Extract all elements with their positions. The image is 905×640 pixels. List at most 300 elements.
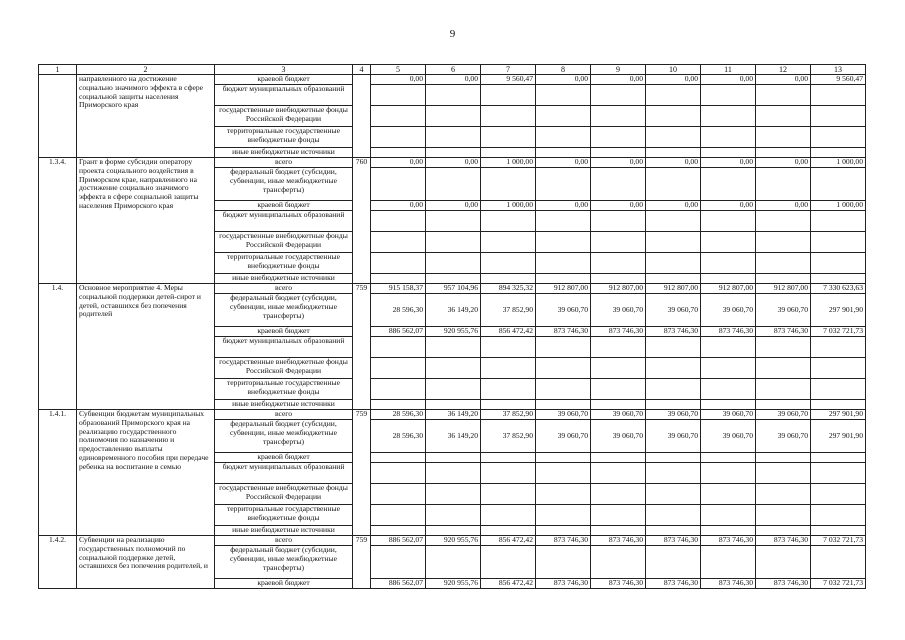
amount-cell: [481, 274, 536, 284]
funding-source: краевой бюджет: [215, 453, 353, 463]
amount-cell: [481, 526, 536, 536]
funding-source: государственные внебюджетные фонды Российской Федерации: [215, 106, 353, 127]
funding-source: государственные внебюджетные фонды Российской Федерации: [215, 232, 353, 253]
amount-cell: [536, 546, 591, 579]
amount-cell: 39 060,70: [646, 294, 701, 327]
amount-cell: 39 060,70: [756, 294, 811, 327]
amount-cell: [811, 232, 866, 253]
amount-cell: [591, 232, 646, 253]
amount-cell: 912 807,00: [646, 284, 701, 294]
budget-table: [38, 64, 866, 589]
amount-cell: 0,00: [756, 201, 811, 211]
amount-cell: [426, 85, 481, 106]
funding-source: федеральный бюджет (субсидии, субвенции, иные межбюджетные трансферты): [215, 168, 353, 201]
ministry-code: [353, 75, 371, 158]
column-number: 2: [77, 65, 215, 75]
amount-cell: [481, 168, 536, 201]
ministry-code: 759: [353, 410, 371, 536]
amount-cell: [646, 106, 701, 127]
amount-cell: 873 746,30: [646, 579, 701, 589]
amount-cell: [536, 505, 591, 526]
amount-cell: [591, 453, 646, 463]
amount-cell: [701, 463, 756, 484]
amount-cell: [811, 526, 866, 536]
column-number: 8: [536, 65, 591, 75]
amount-cell: [536, 211, 591, 232]
funding-source: федеральный бюджет (субсидии, субвенции, иные межбюджетные трансферты): [215, 420, 353, 453]
amount-cell: [756, 168, 811, 201]
amount-cell: [371, 148, 426, 158]
funding-source: краевой бюджет: [215, 201, 353, 211]
amount-cell: [481, 127, 536, 148]
amount-cell: [481, 232, 536, 253]
amount-cell: [646, 274, 701, 284]
amount-cell: [811, 127, 866, 148]
column-number: 9: [591, 65, 646, 75]
funding-source: бюджет муниципальных образований: [215, 463, 353, 484]
amount-cell: [701, 127, 756, 148]
amount-cell: [591, 379, 646, 400]
amount-cell: [756, 253, 811, 274]
amount-cell: [811, 106, 866, 127]
amount-cell: 920 955,76: [426, 536, 481, 546]
amount-cell: 297 901,90: [811, 294, 866, 327]
amount-cell: [536, 106, 591, 127]
amount-cell: 873 746,30: [756, 327, 811, 337]
amount-cell: [481, 337, 536, 358]
amount-cell: [591, 168, 646, 201]
amount-cell: [811, 484, 866, 505]
funding-source: всего: [215, 284, 353, 294]
amount-cell: [536, 463, 591, 484]
amount-cell: [756, 526, 811, 536]
amount-cell: [646, 505, 701, 526]
amount-cell: [811, 379, 866, 400]
amount-cell: [536, 337, 591, 358]
amount-cell: [701, 168, 756, 201]
table-row: [39, 284, 866, 294]
amount-cell: 1 000,00: [811, 201, 866, 211]
funding-source: иные внебюджетные источники: [215, 526, 353, 536]
amount-cell: [481, 253, 536, 274]
amount-cell: [701, 526, 756, 536]
amount-cell: [426, 463, 481, 484]
amount-cell: [591, 211, 646, 232]
amount-cell: [591, 148, 646, 158]
item-name: Субвенции бюджетам муниципальных образований Приморского края на реализацию государственного полномочия по назначению и предоставлению выплаты единовременного пособия при передаче ребенка на воспитание в семью: [77, 410, 215, 536]
amount-cell: [371, 211, 426, 232]
amount-cell: 39 060,70: [536, 420, 591, 453]
amount-cell: 9 560,47: [811, 75, 866, 85]
amount-cell: 39 060,70: [536, 294, 591, 327]
amount-cell: [646, 253, 701, 274]
column-number-row: [39, 65, 866, 75]
amount-cell: [756, 106, 811, 127]
amount-cell: 0,00: [646, 201, 701, 211]
item-name: Грант в форме субсидии оператору проекта социального воздействия в Приморском крае, направленного на достижение социально значимого эффекта в сфере социальной защиты населения Приморского края: [77, 158, 215, 284]
amount-cell: [646, 484, 701, 505]
amount-cell: [371, 505, 426, 526]
amount-cell: [701, 85, 756, 106]
funding-source: федеральный бюджет (субсидии, субвенции, иные межбюджетные трансферты): [215, 546, 353, 579]
amount-cell: [756, 400, 811, 410]
column-number: 12: [756, 65, 811, 75]
amount-cell: [811, 546, 866, 579]
amount-cell: 920 955,76: [426, 579, 481, 589]
amount-cell: 0,00: [646, 158, 701, 168]
amount-cell: [481, 148, 536, 158]
amount-cell: [536, 148, 591, 158]
amount-cell: [591, 484, 646, 505]
funding-source: федеральный бюджет (субсидии, субвенции, иные межбюджетные трансферты): [215, 294, 353, 327]
amount-cell: [701, 505, 756, 526]
funding-source: бюджет муниципальных образований: [215, 211, 353, 232]
amount-cell: 0,00: [371, 158, 426, 168]
page-number: 9: [449, 28, 456, 40]
amount-cell: [426, 453, 481, 463]
column-number: 7: [481, 65, 536, 75]
amount-cell: [371, 253, 426, 274]
amount-cell: 7 032 721,73: [811, 536, 866, 546]
amount-cell: 297 901,90: [811, 420, 866, 453]
amount-cell: 39 060,70: [536, 410, 591, 420]
amount-cell: [591, 400, 646, 410]
amount-cell: [371, 168, 426, 201]
amount-cell: 873 746,30: [701, 327, 756, 337]
amount-cell: [536, 274, 591, 284]
amount-cell: [481, 211, 536, 232]
amount-cell: [371, 484, 426, 505]
amount-cell: [371, 106, 426, 127]
amount-cell: 0,00: [536, 158, 591, 168]
funding-source: государственные внебюджетные фонды Российской Федерации: [215, 358, 353, 379]
amount-cell: [811, 400, 866, 410]
amount-cell: 39 060,70: [756, 410, 811, 420]
amount-cell: [481, 546, 536, 579]
funding-source: территориальные государственные внебюджетные фонды: [215, 127, 353, 148]
amount-cell: 37 852,90: [481, 410, 536, 420]
amount-cell: [646, 211, 701, 232]
column-number: 3: [215, 65, 353, 75]
amount-cell: 39 060,70: [591, 294, 646, 327]
amount-cell: [371, 274, 426, 284]
amount-cell: [756, 274, 811, 284]
table-row: [39, 536, 866, 546]
amount-cell: [481, 85, 536, 106]
amount-cell: [426, 526, 481, 536]
item-name: Субвенции на реализацию государственных полномочий по социальной поддержке детей, оставшихся без попечения родителей, и: [77, 536, 215, 589]
amount-cell: [701, 453, 756, 463]
amount-cell: 920 955,76: [426, 327, 481, 337]
amount-cell: [646, 400, 701, 410]
column-number: 6: [426, 65, 481, 75]
amount-cell: [591, 358, 646, 379]
amount-cell: [371, 358, 426, 379]
amount-cell: 873 746,30: [591, 579, 646, 589]
amount-cell: [591, 546, 646, 579]
funding-source: бюджет муниципальных образований: [215, 337, 353, 358]
amount-cell: 0,00: [591, 75, 646, 85]
amount-cell: 1 000,00: [481, 201, 536, 211]
amount-cell: 39 060,70: [701, 410, 756, 420]
funding-source: территориальные государственные внебюджетные фонды: [215, 379, 353, 400]
amount-cell: [811, 463, 866, 484]
amount-cell: [426, 211, 481, 232]
amount-cell: [426, 106, 481, 127]
amount-cell: 37 852,90: [481, 294, 536, 327]
funding-source: краевой бюджет: [215, 579, 353, 589]
column-number: 5: [371, 65, 426, 75]
amount-cell: 39 060,70: [591, 420, 646, 453]
amount-cell: [426, 148, 481, 158]
table-row: [39, 410, 866, 420]
amount-cell: [591, 127, 646, 148]
amount-cell: [646, 232, 701, 253]
amount-cell: 1 000,00: [481, 158, 536, 168]
amount-cell: [426, 253, 481, 274]
amount-cell: [426, 484, 481, 505]
amount-cell: [756, 337, 811, 358]
amount-cell: 39 060,70: [646, 410, 701, 420]
amount-cell: 7 032 721,73: [811, 327, 866, 337]
ministry-code: 759: [353, 284, 371, 410]
amount-cell: 957 104,96: [426, 284, 481, 294]
amount-cell: [701, 211, 756, 232]
amount-cell: [756, 232, 811, 253]
amount-cell: [646, 337, 701, 358]
column-number: 11: [701, 65, 756, 75]
amount-cell: [701, 379, 756, 400]
amount-cell: [811, 358, 866, 379]
amount-cell: 0,00: [701, 201, 756, 211]
amount-cell: 873 746,30: [536, 579, 591, 589]
amount-cell: [426, 337, 481, 358]
amount-cell: [646, 148, 701, 158]
amount-cell: [646, 168, 701, 201]
amount-cell: [646, 546, 701, 579]
funding-source: краевой бюджет: [215, 327, 353, 337]
item-code: [39, 75, 77, 158]
amount-cell: [371, 463, 426, 484]
amount-cell: [536, 253, 591, 274]
column-number: 10: [646, 65, 701, 75]
item-name: направленного на достижение социально значимого эффекта в сфере социальной защиты населения Приморского края: [77, 75, 215, 158]
amount-cell: [371, 127, 426, 148]
funding-source: территориальные государственные внебюджетные фонды: [215, 253, 353, 274]
amount-cell: [591, 106, 646, 127]
amount-cell: [646, 453, 701, 463]
ministry-code: 759: [353, 536, 371, 589]
amount-cell: 39 060,70: [646, 420, 701, 453]
amount-cell: [426, 358, 481, 379]
funding-source: иные внебюджетные источники: [215, 274, 353, 284]
amount-cell: [426, 232, 481, 253]
item-code: 1.4.: [39, 284, 77, 410]
amount-cell: [646, 85, 701, 106]
amount-cell: 7 330 623,63: [811, 284, 866, 294]
amount-cell: 9 560,47: [481, 75, 536, 85]
amount-cell: [426, 546, 481, 579]
amount-cell: [536, 127, 591, 148]
amount-cell: [701, 253, 756, 274]
amount-cell: 912 807,00: [701, 284, 756, 294]
amount-cell: [811, 85, 866, 106]
amount-cell: 0,00: [591, 201, 646, 211]
amount-cell: [426, 127, 481, 148]
amount-cell: [536, 379, 591, 400]
amount-cell: [536, 232, 591, 253]
amount-cell: [481, 358, 536, 379]
amount-cell: [591, 85, 646, 106]
amount-cell: [701, 106, 756, 127]
amount-cell: [426, 400, 481, 410]
amount-cell: [591, 505, 646, 526]
amount-cell: 0,00: [371, 201, 426, 211]
amount-cell: 894 325,32: [481, 284, 536, 294]
amount-cell: [591, 463, 646, 484]
amount-cell: [481, 106, 536, 127]
funding-source: государственные внебюджетные фонды Российской Федерации: [215, 484, 353, 505]
amount-cell: [481, 453, 536, 463]
amount-cell: 886 562,07: [371, 536, 426, 546]
item-code: 1.4.1.: [39, 410, 77, 536]
amount-cell: 0,00: [536, 75, 591, 85]
amount-cell: [536, 484, 591, 505]
amount-cell: 873 746,30: [591, 536, 646, 546]
amount-cell: 0,00: [371, 75, 426, 85]
amount-cell: [701, 337, 756, 358]
amount-cell: [371, 232, 426, 253]
amount-cell: [646, 379, 701, 400]
column-number: 1: [39, 65, 77, 75]
amount-cell: [646, 358, 701, 379]
amount-cell: [536, 400, 591, 410]
amount-cell: 873 746,30: [701, 536, 756, 546]
amount-cell: [811, 337, 866, 358]
amount-cell: 39 060,70: [591, 410, 646, 420]
amount-cell: [701, 484, 756, 505]
funding-source: краевой бюджет: [215, 75, 353, 85]
amount-cell: [701, 232, 756, 253]
amount-cell: [426, 168, 481, 201]
amount-cell: [646, 127, 701, 148]
amount-cell: [481, 400, 536, 410]
amount-cell: 36 149,20: [426, 410, 481, 420]
amount-cell: 856 472,42: [481, 536, 536, 546]
amount-cell: [756, 148, 811, 158]
amount-cell: [426, 379, 481, 400]
amount-cell: 915 158,37: [371, 284, 426, 294]
amount-cell: 36 149,20: [426, 294, 481, 327]
amount-cell: [701, 148, 756, 158]
amount-cell: [591, 274, 646, 284]
amount-cell: [371, 526, 426, 536]
amount-cell: [371, 337, 426, 358]
amount-cell: [701, 358, 756, 379]
amount-cell: 28 596,30: [371, 420, 426, 453]
amount-cell: 886 562,07: [371, 327, 426, 337]
table-row: [39, 75, 866, 85]
amount-cell: 0,00: [701, 75, 756, 85]
amount-cell: [426, 505, 481, 526]
amount-cell: 873 746,30: [646, 327, 701, 337]
amount-cell: 856 472,42: [481, 327, 536, 337]
funding-source: всего: [215, 158, 353, 168]
amount-cell: 873 746,30: [536, 327, 591, 337]
amount-cell: 856 472,42: [481, 579, 536, 589]
amount-cell: [481, 379, 536, 400]
amount-cell: [536, 526, 591, 536]
item-code: 1.3.4.: [39, 158, 77, 284]
column-number: 4: [353, 65, 371, 75]
amount-cell: [536, 85, 591, 106]
amount-cell: 873 746,30: [701, 579, 756, 589]
amount-cell: 1 000,00: [811, 158, 866, 168]
funding-source: территориальные государственные внебюджетные фонды: [215, 505, 353, 526]
amount-cell: [756, 546, 811, 579]
amount-cell: 873 746,30: [756, 579, 811, 589]
amount-cell: [646, 526, 701, 536]
amount-cell: [811, 168, 866, 201]
column-number: 13: [811, 65, 866, 75]
amount-cell: 912 807,00: [591, 284, 646, 294]
amount-cell: 886 562,07: [371, 579, 426, 589]
amount-cell: 0,00: [426, 158, 481, 168]
amount-cell: [756, 358, 811, 379]
amount-cell: 28 596,30: [371, 294, 426, 327]
amount-cell: [701, 400, 756, 410]
amount-cell: 0,00: [426, 201, 481, 211]
amount-cell: 873 746,30: [591, 327, 646, 337]
amount-cell: 0,00: [426, 75, 481, 85]
amount-cell: [591, 253, 646, 274]
amount-cell: [536, 168, 591, 201]
amount-cell: [811, 505, 866, 526]
amount-cell: [756, 127, 811, 148]
amount-cell: 28 596,30: [371, 410, 426, 420]
amount-cell: 0,00: [646, 75, 701, 85]
amount-cell: [481, 463, 536, 484]
amount-cell: [536, 358, 591, 379]
amount-cell: 37 852,90: [481, 420, 536, 453]
amount-cell: [701, 274, 756, 284]
amount-cell: [371, 546, 426, 579]
amount-cell: [811, 274, 866, 284]
amount-cell: 873 746,30: [646, 536, 701, 546]
ministry-code: 760: [353, 158, 371, 284]
amount-cell: [811, 453, 866, 463]
amount-cell: [811, 148, 866, 158]
amount-cell: 912 807,00: [536, 284, 591, 294]
funding-source: иные внебюджетные источники: [215, 400, 353, 410]
amount-cell: [756, 211, 811, 232]
funding-source: иные внебюджетные источники: [215, 148, 353, 158]
amount-cell: 7 032 721,73: [811, 579, 866, 589]
amount-cell: [646, 463, 701, 484]
amount-cell: 36 149,20: [426, 420, 481, 453]
item-name: Основное мероприятие 4. Меры социальной поддержки детей-сирот и детей, оставшихся без попечения родителей: [77, 284, 215, 410]
amount-cell: [481, 505, 536, 526]
funding-source: всего: [215, 536, 353, 546]
amount-cell: 0,00: [536, 201, 591, 211]
item-code: 1.4.2.: [39, 536, 77, 589]
amount-cell: 0,00: [756, 75, 811, 85]
amount-cell: 0,00: [701, 158, 756, 168]
amount-cell: 912 807,00: [756, 284, 811, 294]
amount-cell: 0,00: [756, 158, 811, 168]
amount-cell: [371, 453, 426, 463]
table-row: [39, 158, 866, 168]
